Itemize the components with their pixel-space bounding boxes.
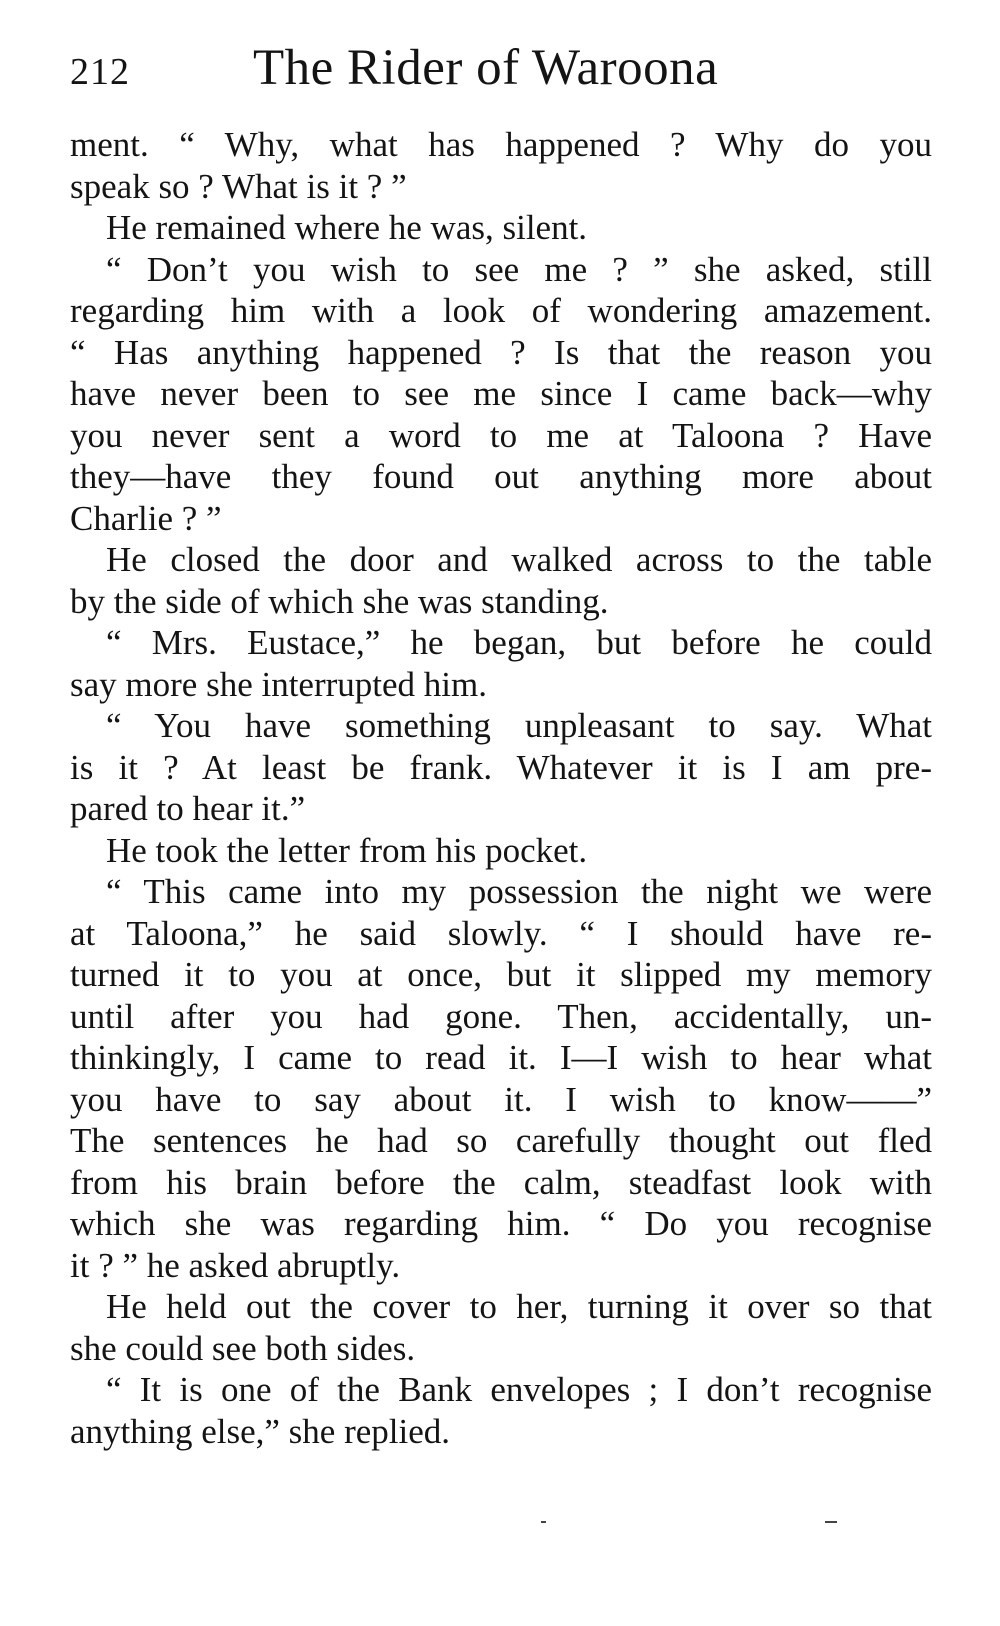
print-speck	[541, 1521, 546, 1523]
text-line: “ This came into my possession the night we were	[106, 872, 932, 911]
page-header	[70, 36, 930, 106]
text-line: He closed the door and walked across to the table	[106, 540, 932, 579]
text-line: thinkingly, I came to read it. I—I wish to hear what	[70, 1038, 932, 1077]
text-line: He held out the cover to her, turning it over so that	[106, 1287, 932, 1326]
text-line: say more she interrupted him.	[70, 664, 487, 704]
text-line: “ Don’t you wish to see me ? ” she asked, still	[106, 249, 932, 289]
page-number: 212	[70, 51, 130, 93]
running-title: The Rider of Waroona	[253, 40, 719, 96]
text-line: Charlie ? ”	[70, 498, 222, 538]
text-line: from his brain before the calm, steadfast look with	[70, 1162, 932, 1202]
text-line: by the side of which she was standing.	[70, 581, 609, 621]
text-line: which she was regarding him. “ Do you recognise	[70, 1204, 932, 1243]
text-line: speak so ? What is it ? ”	[70, 166, 407, 206]
print-speck	[825, 1521, 837, 1523]
text-line: you never sent a word to me at Taloona ? Have	[70, 415, 932, 455]
text-line: ment. “ Why, what has happened ? Why do you	[70, 125, 932, 164]
text-line: anything else,” she replied.	[70, 1411, 451, 1451]
text-line: turned it to you at once, but it slipped my memory	[70, 955, 932, 994]
text-line: “ It is one of the Bank envelopes ; I don’t recognise	[106, 1370, 932, 1409]
text-line: pared to hear it.”	[70, 789, 306, 828]
body-text	[70, 124, 932, 1452]
text-line: “ Mrs. Eustace,” he began, but before he could	[106, 623, 932, 662]
text-line: have never been to see me since I came back—why	[70, 374, 932, 413]
text-line: she could see both sides.	[70, 1328, 416, 1368]
text-line: He remained where he was, silent.	[106, 208, 588, 247]
text-line: is it ? At least be frank. Whatever it is I am pre-	[70, 747, 932, 787]
text-line: “ Has anything happened ? Is that the reason you	[70, 332, 932, 372]
text-line: He took the letter from his pocket.	[106, 830, 588, 870]
text-line: regarding him with a look of wondering amazement.	[70, 291, 932, 330]
text-line: they—have they found out anything more about	[70, 457, 932, 496]
text-line: until after you had gone. Then, accidentally, un-	[70, 996, 932, 1036]
text-line: you have to say about it. I wish to know——”	[70, 1079, 932, 1119]
text-line: it ? ” he asked abruptly.	[70, 1245, 401, 1285]
text-line: The sentences he had so carefully thought out fled	[70, 1121, 932, 1160]
text-line: “ You have something unpleasant to say. What	[106, 706, 932, 745]
text-line: at Taloona,” he said slowly. “ I should have re-	[70, 913, 932, 953]
